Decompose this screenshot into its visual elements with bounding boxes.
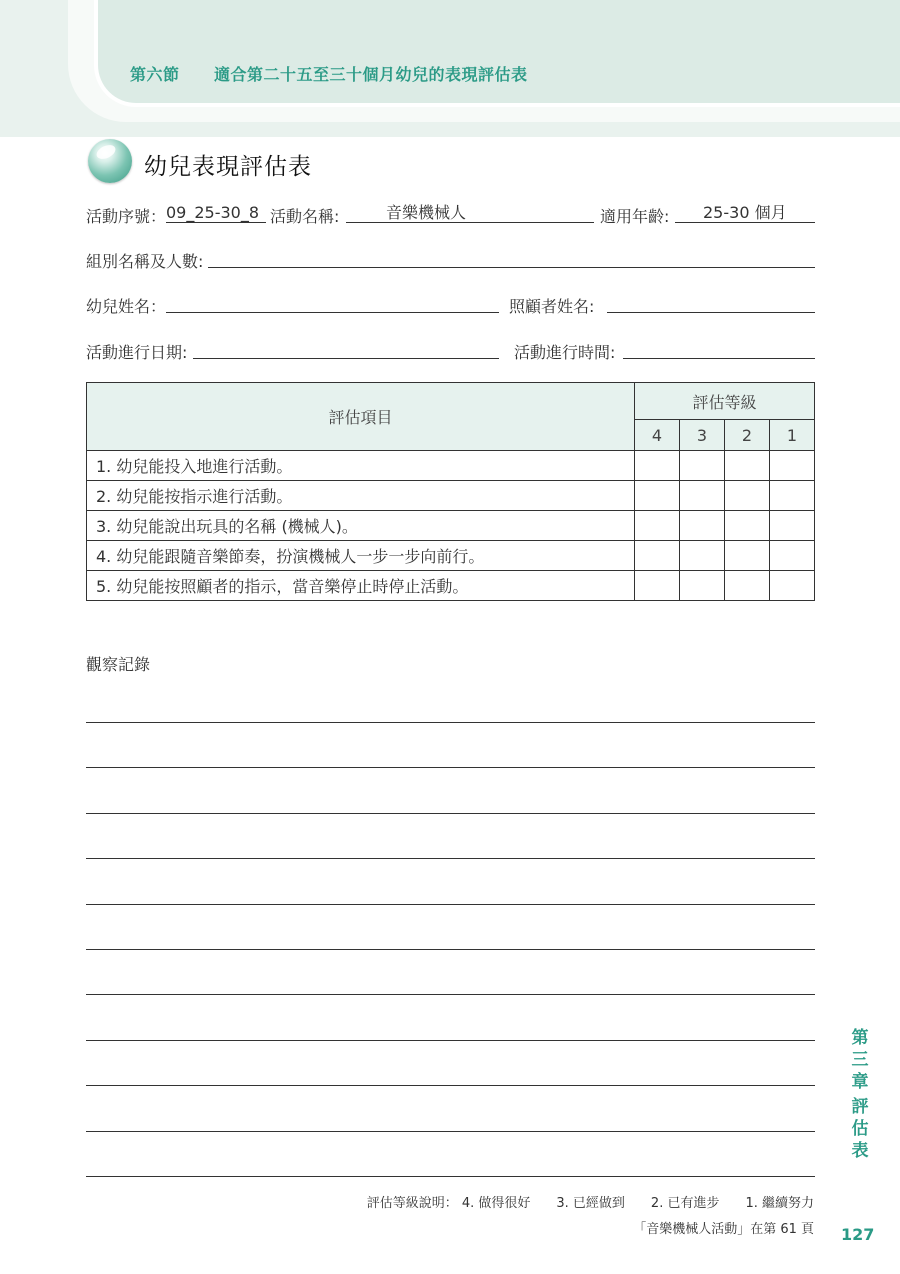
score-cell[interactable] xyxy=(635,451,680,481)
item-text: 1. 幼兒能投入地進行活動。 xyxy=(87,451,635,481)
grade-legend: 評估等級說明： 4. 做得很好 3. 已經做到 2. 已有進步 1. 繼續努力 xyxy=(366,1196,814,1211)
score-cell[interactable] xyxy=(680,571,725,601)
grade-4-header: 4 xyxy=(635,420,680,451)
item-text: 3. 幼兒能說出玩具的名稱 (機械人)。 xyxy=(87,511,635,541)
age-field[interactable]: 25-30 個月 xyxy=(675,204,815,223)
child-name-label: 幼兒姓名： xyxy=(86,297,167,316)
table-row xyxy=(87,451,815,481)
time-field[interactable] xyxy=(623,340,815,359)
header-inner-panel xyxy=(94,0,900,107)
item-text: 4. 幼兒能跟隨音樂節奏，扮演機械人一步一步向前行。 xyxy=(87,541,635,571)
score-cell[interactable] xyxy=(635,571,680,601)
activity-no-label: 活動序號： xyxy=(86,207,167,226)
group-label: 組別名稱及人數: xyxy=(86,252,204,271)
page-number: 127 xyxy=(841,1225,875,1244)
caregiver-label: 照顧者姓名: xyxy=(509,297,595,316)
observation-line[interactable] xyxy=(86,904,815,905)
chapter-tab xyxy=(846,1027,874,1093)
age-label: 適用年齡: xyxy=(600,207,670,226)
score-cell[interactable] xyxy=(770,541,815,571)
date-field[interactable] xyxy=(193,340,499,359)
score-cell[interactable] xyxy=(635,481,680,511)
evaluation-table xyxy=(86,382,815,601)
table-row xyxy=(87,511,815,541)
score-cell[interactable] xyxy=(725,481,770,511)
score-cell[interactable] xyxy=(725,511,770,541)
score-cell[interactable] xyxy=(680,541,725,571)
table-row xyxy=(87,571,815,601)
time-label: 活動進行時間: xyxy=(514,343,616,362)
score-cell[interactable] xyxy=(680,481,725,511)
score-cell[interactable] xyxy=(725,571,770,601)
table-row xyxy=(87,541,815,571)
observation-line[interactable] xyxy=(86,1131,815,1132)
topic-tab xyxy=(846,1096,874,1162)
observation-line[interactable] xyxy=(86,1085,815,1086)
table-row xyxy=(87,481,815,511)
observation-line[interactable] xyxy=(86,949,815,950)
chapter-char: 三 xyxy=(851,1050,869,1070)
grade-header: 評估等級 xyxy=(635,383,815,420)
section-subtitle: 適合第二十五至三十個月幼兒的表現評估表 xyxy=(214,65,528,84)
activity-no-field[interactable]: 09_25-30_8 xyxy=(166,204,266,223)
topic-char: 估 xyxy=(851,1119,869,1139)
topic-char: 表 xyxy=(851,1141,869,1161)
chapter-char: 章 xyxy=(851,1072,869,1092)
item-header: 評估項目 xyxy=(87,383,635,451)
score-cell[interactable] xyxy=(725,541,770,571)
observation-label: 觀察記錄 xyxy=(86,655,151,674)
date-label: 活動進行日期: xyxy=(86,343,188,362)
group-field[interactable] xyxy=(208,249,815,268)
score-cell[interactable] xyxy=(770,451,815,481)
bubble-icon xyxy=(88,139,132,183)
activity-name-field[interactable]: 音樂機械人 xyxy=(346,204,594,223)
grade-3-header: 3 xyxy=(680,420,725,451)
topic-char: 評 xyxy=(851,1097,869,1117)
score-cell[interactable] xyxy=(635,541,680,571)
activity-name-label: 活動名稱: xyxy=(270,207,340,226)
score-cell[interactable] xyxy=(680,511,725,541)
grade-2-header: 2 xyxy=(725,420,770,451)
observation-line[interactable] xyxy=(86,994,815,995)
caregiver-field[interactable] xyxy=(607,294,815,313)
score-cell[interactable] xyxy=(635,511,680,541)
chapter-char: 第 xyxy=(851,1028,869,1048)
section-number: 第六節 xyxy=(130,65,180,84)
observation-line[interactable] xyxy=(86,767,815,768)
score-cell[interactable] xyxy=(680,451,725,481)
score-cell[interactable] xyxy=(770,511,815,541)
child-name-field[interactable] xyxy=(166,294,499,313)
observation-line[interactable] xyxy=(86,1040,815,1041)
score-cell[interactable] xyxy=(770,571,815,601)
page-title: 幼兒表現評估表 xyxy=(144,154,312,180)
score-cell[interactable] xyxy=(770,481,815,511)
activity-reference: 「音樂機械人活動」在第 61 頁 xyxy=(633,1222,814,1237)
observation-line[interactable] xyxy=(86,722,815,723)
item-text: 2. 幼兒能按指示進行活動。 xyxy=(87,481,635,511)
item-text: 5. 幼兒能按照顧者的指示，當音樂停止時停止活動。 xyxy=(87,571,635,601)
observation-line[interactable] xyxy=(86,813,815,814)
score-cell[interactable] xyxy=(725,451,770,481)
observation-line[interactable] xyxy=(86,1176,815,1177)
observation-line[interactable] xyxy=(86,858,815,859)
grade-1-header: 1 xyxy=(770,420,815,451)
